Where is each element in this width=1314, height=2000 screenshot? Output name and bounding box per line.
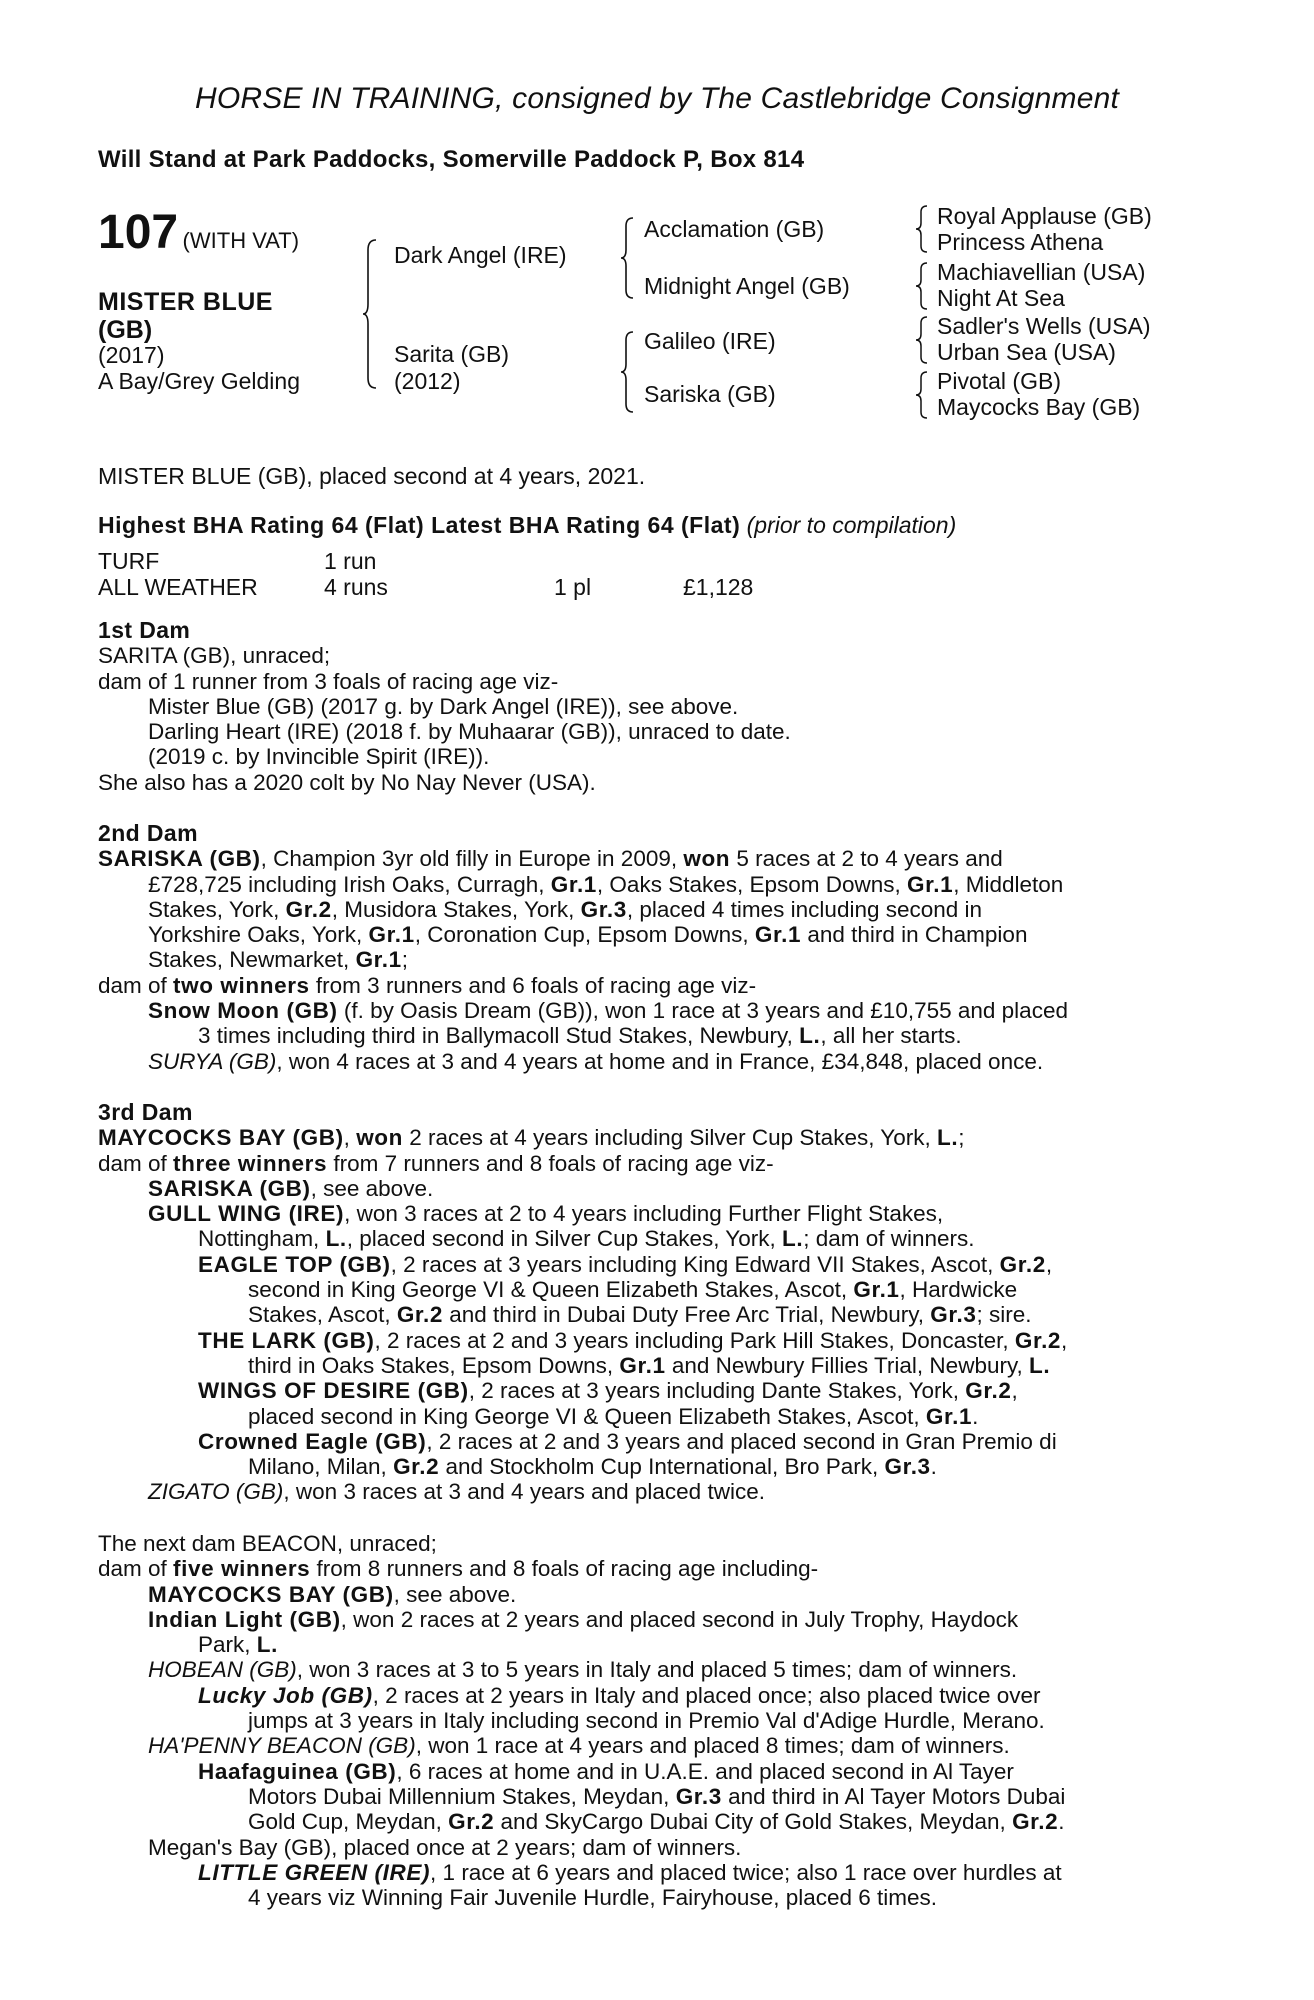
race-summary: MISTER BLUE (GB), placed second at 4 years, 2021. xyxy=(98,463,646,489)
pedigree-dd-dam: Maycocks Bay (GB) xyxy=(937,394,1141,420)
first-dam-line: Darling Heart (IRE) (2018 f. by Muhaarar (GB)), unraced to date. xyxy=(148,719,791,745)
third-dam-section xyxy=(98,1100,1204,1505)
pedigree-ds-dam: Urban Sea (USA) xyxy=(937,339,1116,365)
horse-name: MISTER BLUE xyxy=(98,288,273,316)
first-dam-line: dam of 1 runner from 3 foals of racing age viz- xyxy=(98,668,559,694)
aw-label: ALL WEATHER xyxy=(98,574,258,600)
snow-moon-line: 3 times including third in Ballymacoll Stud Stakes, Newbury, L., all her starts. xyxy=(198,1023,962,1049)
third-dam-produce-line: dam of three winners from 7 runners and 8 foals of racing age viz- xyxy=(98,1150,774,1176)
crowned-eagle-line: Milano, Milan, Gr.2 and Stockholm Cup International, Bro Park, Gr.3. xyxy=(248,1454,937,1480)
lot-number: 107 xyxy=(98,206,179,259)
rating-headline-row xyxy=(98,512,956,539)
pedigree-ss-sire: Royal Applause (GB) xyxy=(937,203,1152,229)
next-dam-produce-line: dam of five winners from 8 runners and 8 foals of racing age including- xyxy=(98,1556,819,1582)
crowned-eagle-line: Crowned Eagle (GB), 2 races at 2 and 3 years and placed second in Gran Premio di xyxy=(198,1428,1057,1454)
horse-country: (GB) xyxy=(98,316,153,344)
the-lark-line: THE LARK (GB), 2 races at 2 and 3 years including Park Hill Stakes, Doncaster, Gr.2, xyxy=(198,1327,1068,1353)
horse-year: (2017) xyxy=(98,342,165,368)
pedigree-dam-dam: Sariska (GB) xyxy=(644,381,776,407)
sariska-line: SARISKA (GB), Champion 3yr old filly in Europe in 2009, won 5 races at 2 to 4 years and xyxy=(98,846,1003,872)
first-dam-heading: 1st Dam xyxy=(98,617,191,643)
second-dam-section xyxy=(98,821,1204,1074)
dam-parents-brace xyxy=(620,330,638,414)
megans-bay-line: Megan's Bay (GB), placed once at 2 years; dam of winners. xyxy=(148,1834,742,1860)
zigato-line: ZIGATO (GB), won 3 races at 3 and 4 years and placed twice. xyxy=(148,1479,765,1505)
turf-label: TURF xyxy=(98,548,160,574)
aw-earnings: £1,128 xyxy=(683,574,754,600)
gull-wing-line: Nottingham, L., placed second in Silver Cup Stakes, York, L.; dam of winners. xyxy=(198,1226,975,1252)
surya-line: SURYA (GB), won 4 races at 3 and 4 years at home and in France, £34,848, placed once. xyxy=(148,1048,1044,1074)
turf-runs: 1 run xyxy=(324,548,377,574)
maycocks-bay-ref-line: MAYCOCKS BAY (GB), see above. xyxy=(148,1581,517,1607)
first-dam-line: She also has a 2020 colt by No Nay Never (USA). xyxy=(98,769,596,795)
haafaguinea-line: Gold Cup, Meydan, Gr.2 and SkyCargo Dubai City of Gold Stakes, Meydan, Gr.2. xyxy=(248,1809,1065,1835)
aw-placed: 1 pl xyxy=(554,574,592,600)
lucky-job-line: jumps at 3 years in Italy including second in Premio Val d'Adige Hurdle, Merano. xyxy=(248,1708,1045,1734)
snow-moon-line: Snow Moon (GB) (f. by Oasis Dream (GB)), won 1 race at 3 years and £10,755 and placed xyxy=(148,998,1068,1024)
sariska-line: Stakes, York, Gr.2, Musidora Stakes, York, Gr.3, placed 4 times including second in xyxy=(148,896,983,922)
sariska-line: £728,725 including Irish Oaks, Curragh, Gr.1, Oaks Stakes, Epsom Downs, Gr.1, Middleton xyxy=(148,871,1064,897)
sariska-line: Stakes, Newmarket, Gr.1; xyxy=(148,947,409,973)
pedigree-sd-dam: Night At Sea xyxy=(937,285,1065,311)
the-lark-line: third in Oaks Stakes, Epsom Downs, Gr.1 and Newbury Fillies Trial, Newbury, L. xyxy=(248,1352,1051,1378)
pedigree-sire-dam: Midnight Angel (GB) xyxy=(644,273,850,299)
pedigree-ds-sire: Sadler's Wells (USA) xyxy=(937,313,1151,339)
indian-light-line: Indian Light (GB), won 2 races at 2 years and placed second in July Trophy, Haydock xyxy=(148,1606,1019,1632)
eagle-top-line: second in King George VI & Queen Elizabeth Stakes, Ascot, Gr.1, Hardwicke xyxy=(248,1277,1018,1303)
pedigree-sd-sire: Machiavellian (USA) xyxy=(937,259,1146,285)
aw-runs: 4 runs xyxy=(324,574,388,600)
eagle-top-line: Stakes, Ascot, Gr.2 and third in Dubai Duty Free Arc Trial, Newbury, Gr.3; sire. xyxy=(248,1302,1032,1328)
second-dam-produce-line: dam of two winners from 3 runners and 6 foals of racing age viz- xyxy=(98,972,757,998)
eagle-top-line: EAGLE TOP (GB), 2 races at 3 years including King Edward VII Stakes, Ascot, Gr.2, xyxy=(198,1251,1053,1277)
wings-of-desire-line: placed second in King George VI & Queen Elizabeth Stakes, Ascot, Gr.1. xyxy=(248,1403,979,1429)
gull-wing-line: GULL WING (IRE), won 3 races at 2 to 4 years including Further Flight Stakes, xyxy=(148,1201,944,1227)
rating-headline: Highest BHA Rating 64 (Flat) Latest BHA Rating 64 (Flat) xyxy=(98,512,741,538)
lucky-job-line: Lucky Job (GB), 2 races at 2 years in Italy and placed once; also placed twice over xyxy=(198,1682,1041,1708)
pedigree-dam-year: (2012) xyxy=(394,368,461,394)
pedigree-dam-sire: Galileo (IRE) xyxy=(644,328,776,354)
next-dam-section xyxy=(98,1531,1204,1910)
catalogue-heading: HORSE IN TRAINING, consigned by The Castlebridge Consignment xyxy=(194,82,1120,115)
stand-location: Will Stand at Park Paddocks, Somerville Paddock P, Box 814 xyxy=(98,146,805,173)
vat-note: (WITH VAT) xyxy=(182,228,300,253)
maycocks-bay-line: MAYCOCKS BAY (GB), won 2 races at 4 years including Silver Cup Stakes, York, L.; xyxy=(98,1125,965,1151)
haafaguinea-line: Haafaguinea (GB), 6 races at home and in U.A.E. and placed second in Al Tayer xyxy=(198,1758,1014,1784)
little-green-line: LITTLE GREEN (IRE), 1 race at 6 years and placed twice; also 1 race over hurdles at xyxy=(198,1859,1062,1885)
haafaguinea-line: Motors Dubai Millennium Stakes, Meydan, Gr.3 and third in Al Tayer Motors Dubai xyxy=(248,1783,1066,1809)
sariska-line: Yorkshire Oaks, York, Gr.1, Coronation Cup, Epsom Downs, Gr.1 and third in Champion xyxy=(148,922,1028,948)
pedigree-ss-dam: Princess Athena xyxy=(937,229,1104,255)
g3-brace-2 xyxy=(915,261,931,311)
first-dam-line: (2019 c. by Invincible Spirit (IRE)). xyxy=(148,744,490,770)
next-dam-line: The next dam BEACON, unraced; xyxy=(98,1531,437,1556)
second-dam-heading: 2nd Dam xyxy=(98,820,198,846)
hapenny-beacon-line: HA'PENNY BEACON (GB), won 1 race at 4 years and placed 8 times; dam of winners. xyxy=(148,1733,1010,1759)
pedigree-dam: Sarita (GB) xyxy=(394,341,510,367)
first-dam-section xyxy=(98,618,1204,795)
wings-of-desire-line: WINGS OF DESIRE (GB), 2 races at 3 years including Dante Stakes, York, Gr.2, xyxy=(198,1378,1018,1404)
g3-brace-4 xyxy=(915,370,931,420)
g3-brace-3 xyxy=(915,315,931,365)
hobean-line: HOBEAN (GB), won 3 races at 3 to 5 years in Italy and placed 5 times; dam of winners. xyxy=(148,1657,1018,1683)
rating-note: (prior to compilation) xyxy=(746,512,957,538)
sariska-ref-line: SARISKA (GB), see above. xyxy=(148,1175,434,1201)
third-dam-heading: 3rd Dam xyxy=(98,1099,193,1125)
horse-description: A Bay/Grey Gelding xyxy=(98,368,300,394)
sire-parents-brace xyxy=(620,216,638,300)
indian-light-line: Park, L. xyxy=(198,1632,278,1658)
pedigree-sire-sire: Acclamation (GB) xyxy=(644,216,825,242)
pedigree-sire: Dark Angel (IRE) xyxy=(394,242,567,268)
g3-brace-1 xyxy=(915,204,931,254)
first-dam-line: SARITA (GB), unraced; xyxy=(98,643,331,669)
sire-dam-brace xyxy=(362,238,382,390)
first-dam-line: Mister Blue (GB) (2017 g. by Dark Angel (IRE)), see above. xyxy=(148,693,739,719)
lot-number-block xyxy=(98,205,299,260)
pedigree-dd-sire: Pivotal (GB) xyxy=(937,368,1061,394)
little-green-line: 4 years viz Winning Fair Juvenile Hurdle, Fairyhouse, placed 6 times. xyxy=(248,1885,938,1911)
